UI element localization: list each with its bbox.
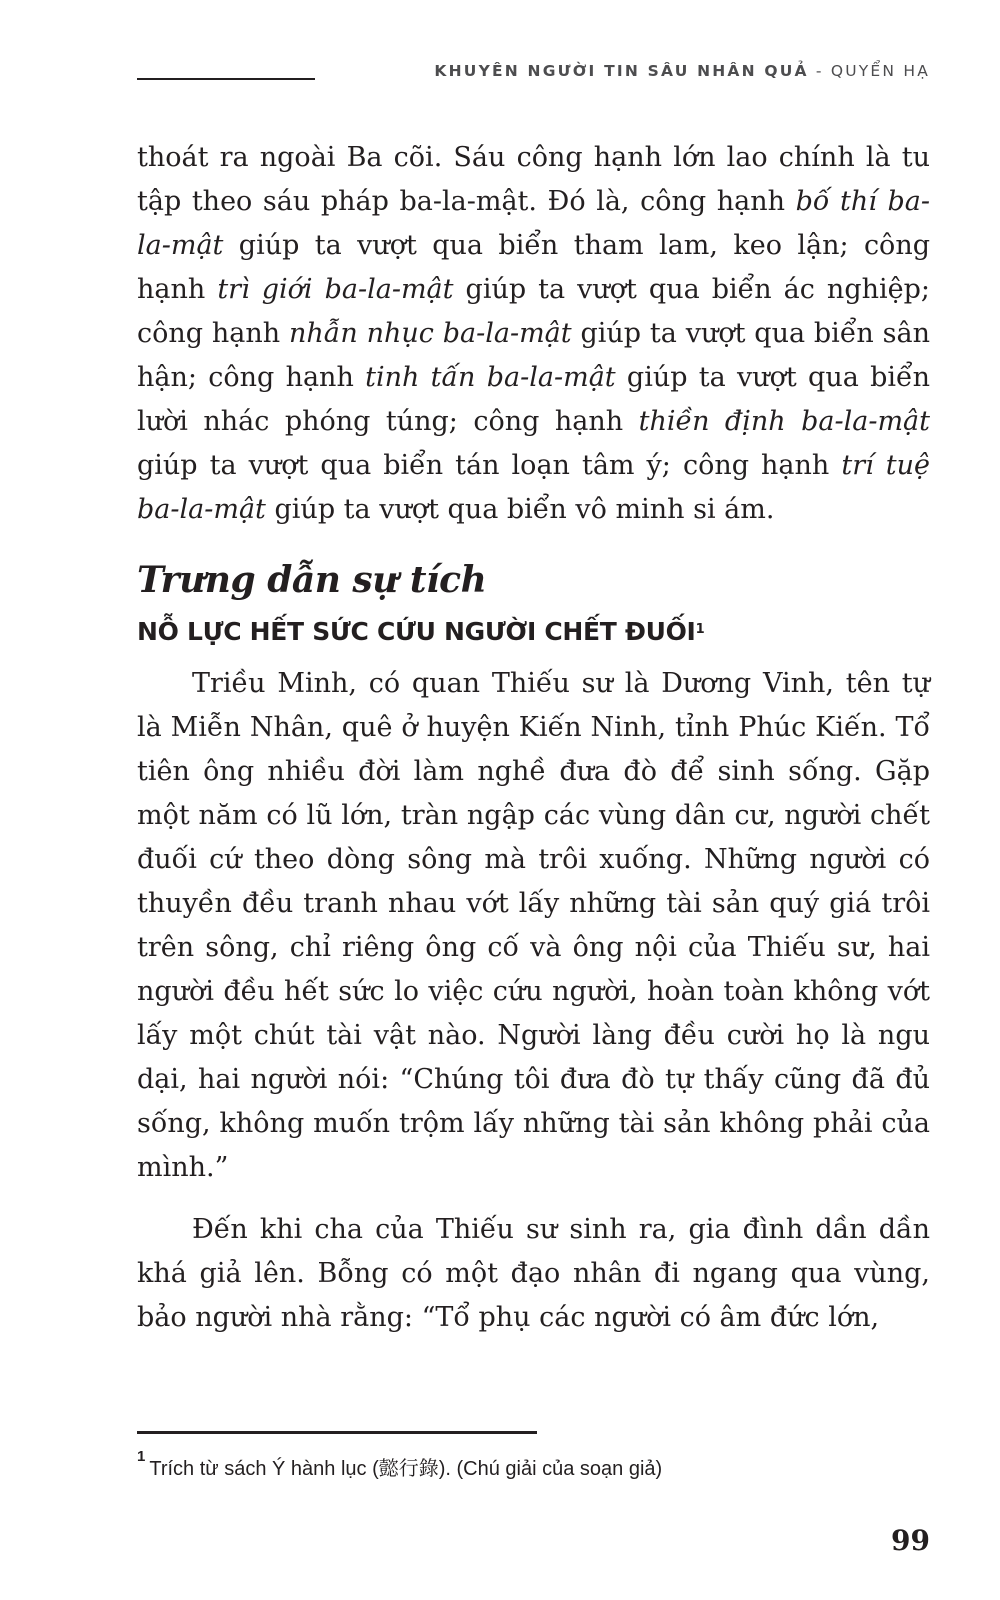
text-run: giúp ta vượt qua biển vô minh si ám. (265, 494, 775, 525)
text-run: giúp ta vượt qua biển sân hận; công hạnh (137, 318, 931, 393)
italic-term: tinh tấn ba-la-mật (365, 362, 616, 393)
italic-term: thiền định ba-la-mật (638, 406, 930, 437)
paragraph-story-1: Triều Minh, có quan Thiếu sư là Dương Vinh, tên tự là Miễn Nhân, quê ở huyện Kiến Ninh, tỉnh Phúc Kiến. Tổ tiên ông nhiều đời làm nghề đưa đò để sinh sống. Gặp một năm có lũ lớn, tràn ngập các vùng dân cư, người chết đuối cứ theo dòng sông mà trôi xuống. Những người có thuyền đều tranh nhau vớt lấy những tài sản quý giá trôi trên sông, chỉ riêng ông cố và ông nội của Thiếu sư, hai người đều hết sức lo việc cứu người, hoàn toàn không vớt lấy một chút tài vật nào. Người làng đều cười họ là ngu dại, hai người nói: “Chúng tôi đưa đò tự thấy cũng đã đủ sống, không muốn trộm lấy những tài sản không phải của mình.” (137, 668, 930, 1183)
volume-label: QUYỂN HẠ (830, 62, 930, 80)
footnote-mark: 1 (137, 1448, 146, 1465)
story-heading-text: NỖ LỰC HẾT SỨC CỨU NGƯỜI CHẾT ĐUỐI (137, 617, 696, 646)
running-header (434, 62, 930, 80)
italic-term: nhẫn nhục ba-la-mật (289, 318, 572, 349)
story-heading (137, 612, 930, 652)
text-run: thoát ra ngoài Ba cõi. Sáu công hạnh lớn lao chính là tu tập theo sáu pháp ba-la-mật. Đó là, công hạnh (137, 142, 930, 217)
footnote-ref: 1 (695, 622, 705, 637)
footnote-rule (137, 1431, 537, 1434)
header-rule (137, 78, 315, 80)
main-content (137, 136, 930, 1340)
italic-term: trì giới ba-la-mật (217, 274, 454, 305)
italic-term: bố thí ba-la-mật (137, 186, 930, 261)
footnote-text: Trích từ sách Ý hành lục (懿行錄). (Chú giải của soạn giả) (149, 1458, 663, 1480)
book-title: KHUYÊN NGƯỜI TIN SÂU NHÂN QUẢ (434, 62, 809, 80)
footnote (137, 1448, 663, 1481)
page-number: 99 (891, 1524, 930, 1557)
text-run: giúp ta vượt qua biển ác nghiệp; công hạnh (137, 274, 930, 349)
text-run: giúp ta vượt qua biển tham lam, keo lận; công hạnh (137, 230, 930, 305)
text-run: giúp ta vượt qua biển tán loạn tâm ý; công hạnh (137, 450, 842, 481)
italic-term: trí tuệ ba-la-mật (137, 450, 930, 525)
section-heading: Trưng dẫn sự tích (137, 559, 487, 601)
header-separator: - (808, 62, 831, 80)
paragraph-paramitas (137, 136, 930, 532)
paragraph-story-2: Đến khi cha của Thiếu sư sinh ra, gia đình dần dần khá giả lên. Bỗng có một đạo nhân đi ngang qua vùng, bảo người nhà rằng: “Tổ phụ các người có âm đức lớn, (137, 1214, 930, 1333)
text-run: giúp ta vượt qua biển lười nhác phóng túng; công hạnh (137, 362, 930, 437)
